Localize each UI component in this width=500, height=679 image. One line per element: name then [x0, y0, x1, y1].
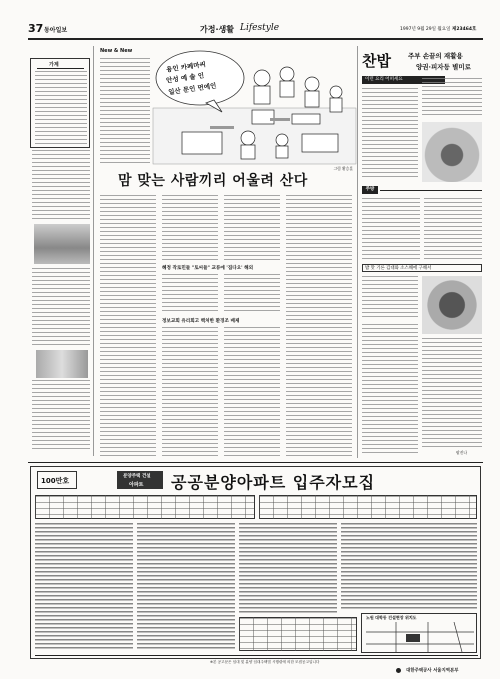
- right-text-4: [362, 324, 418, 456]
- feature-col-2c: [162, 327, 218, 457]
- feature-col-3b: [224, 274, 280, 314]
- feature-col-2: [162, 195, 218, 261]
- location-map-drawing: [366, 622, 474, 652]
- ad-org-logo-icon: [396, 668, 401, 673]
- feature-col-1: [100, 195, 156, 457]
- ad-notice-col-3: [239, 523, 337, 613]
- feature-subhead-1: 혜정 작로민들 "토씨들" 교류에 '집다오' 해외: [162, 266, 254, 271]
- ad-container: [30, 466, 481, 659]
- feature-subhead-2: 정보교회 유리회고 백처한 환경조 배제: [162, 319, 240, 324]
- left-column-rule: [93, 46, 94, 456]
- right-section-rule: [380, 190, 482, 191]
- right-photo-2-img: [422, 276, 482, 334]
- left-box-text: [35, 71, 87, 145]
- feature-illustration: [152, 48, 357, 171]
- right-caption: 팔진나: [456, 450, 468, 455]
- ad-logo: [37, 471, 77, 489]
- page-number: 37: [28, 22, 44, 35]
- ad-top-rule: [28, 462, 483, 463]
- ad-logo-text: 100만호: [41, 477, 70, 485]
- right-text-2b: [424, 198, 482, 260]
- bubble-line-2: 안성 예 솔 인: [165, 71, 205, 85]
- feature-col-3: [224, 195, 280, 261]
- issue-number: 제23464호: [452, 27, 477, 32]
- feature-col-2b: [162, 274, 218, 314]
- ad-location-map: [361, 613, 477, 653]
- ad-notice-col-2: [137, 523, 235, 651]
- ad-footer-note: ※본 공고문은 임대 및 분양 임대주택법 시행령에 의한 모집공고입니다: [210, 660, 320, 664]
- feature-headline: 맘 맞는 사람끼리 어울려 산다: [118, 173, 308, 189]
- bubble-line-1: 용인 카페마씨: [165, 60, 207, 74]
- right-text-4b: [422, 338, 482, 448]
- ad-footer-org: [396, 660, 459, 679]
- left-box-title: 가계: [49, 62, 59, 68]
- section-name: 가정·생활: [200, 25, 234, 34]
- right-text-3: [362, 276, 418, 320]
- ad-title: 공공분양아파트 입주자모집: [171, 473, 376, 492]
- right-section-badge: 주방: [362, 186, 378, 194]
- feature-col-4: [286, 195, 352, 457]
- feature-col-3c: [224, 327, 280, 457]
- right-text-1: [362, 88, 418, 180]
- issue-date: 1997년 9월 29일 월요일: [400, 27, 451, 32]
- bubble-line-3: 일산 문인 먼에인: [167, 81, 217, 97]
- left-column-text-3: [32, 380, 90, 452]
- section-brand: Lifestyle: [240, 23, 280, 33]
- ad-org-name: 대한주택공사 서울지역본부: [406, 668, 459, 674]
- right-title-main: 찬밥: [362, 52, 391, 70]
- ad-badge-bottom: 아파트: [129, 482, 144, 488]
- ad-notice-col-4: [341, 523, 477, 611]
- right-title-sub-1: 주부 손끝의 재활용: [408, 52, 463, 60]
- ad-table-2-cols: [259, 495, 477, 519]
- feature-intro-text: [100, 58, 150, 163]
- left-column-text-1: [32, 150, 90, 222]
- right-label-1: 이런 요리 어떠세요: [362, 76, 445, 84]
- ad-notice-col-1: [35, 523, 133, 651]
- illustration-credit: 그림 황승훈: [333, 166, 353, 171]
- left-column-text-2: [32, 268, 90, 348]
- ad-badge: [117, 471, 163, 489]
- ad-table-3-cols: [239, 617, 357, 651]
- feature-right-rule: [357, 46, 358, 458]
- right-text-2: [362, 198, 420, 260]
- right-title-sub-2: 양권·피자등 별미로: [416, 63, 471, 71]
- ad-location-title: 노원 대학동 건설현장 위치도: [366, 615, 417, 620]
- left-box-rule: [37, 68, 84, 69]
- ad-table-1-cols: [35, 495, 255, 519]
- header-rule: [28, 38, 483, 40]
- left-box: [30, 58, 90, 148]
- right-label-2: 밥 맛 기른 김대와 소스해에 구해서: [362, 264, 482, 272]
- ad-footer-rule: [35, 655, 478, 656]
- paper-name: 동아일보: [44, 27, 68, 34]
- right-photo-1: [422, 122, 482, 182]
- left-column-photo-2: [36, 350, 88, 378]
- feature-tag: New & New: [100, 48, 133, 54]
- right-text-1b: [422, 78, 482, 118]
- page-header: [28, 20, 483, 38]
- ad-badge-top: 분양주택 건설: [123, 474, 151, 479]
- left-column-photo: [34, 224, 90, 264]
